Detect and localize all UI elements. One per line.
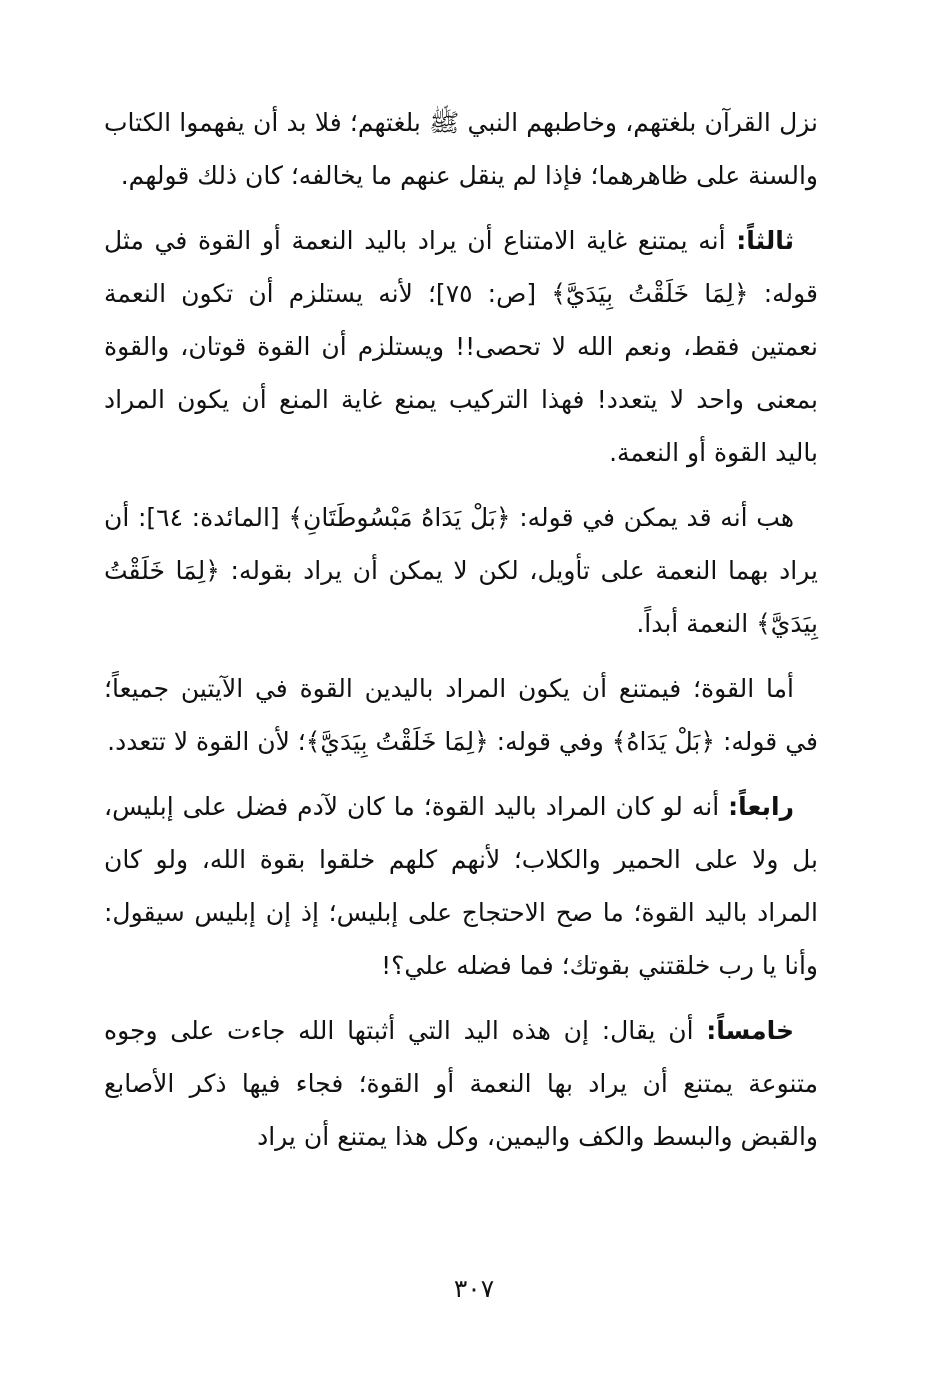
paragraph-1-text: نزل القرآن بلغتهم، وخاطبهم النبي ﷺ بلغتهم؛ فلا بد أن يفهموا الكتاب والسنة على ظاهرهما؛ فإذا لم ينقل عنهم ما يخالفه؛ كان ذلك قولهم.: [104, 108, 818, 190]
page-body: [104, 96, 818, 1175]
paragraph-2-lead: ثالثاً:: [736, 226, 794, 255]
paragraph-2-text: أنه يمتنع غاية الامتناع أن يراد باليد النعمة أو القوة في مثل قوله: ﴿لِمَا خَلَقْتُ بِيَدَيَّ﴾ [ص: ٧٥]؛ لأنه يستلزم أن تكون النعمة نعمتين فقط، ونعم الله لا تحصى!! ويستلزم أن القوة قوتان، والقوة بمعنى واحد لا يتعدد! فهذا التركيب يمنع غاية المنع أن يكون المراد باليد القوة أو النعمة.: [104, 226, 818, 467]
paragraph-1: [104, 96, 818, 202]
paragraph-6: [104, 1004, 818, 1163]
paragraph-5-lead: رابعاً:: [728, 792, 794, 821]
page-number: ٣٠٧: [453, 1274, 495, 1303]
paragraph-6-lead: خامساً:: [706, 1016, 794, 1045]
paragraph-5: [104, 780, 818, 992]
paragraph-4-text: أما القوة؛ فيمتنع أن يكون المراد باليدين القوة في الآيتين جميعاً؛ في قوله: ﴿بَلْ يَدَاهُ﴾ وفي قوله: ﴿لِمَا خَلَقْتُ بِيَدَيَّ﴾؛ لأن القوة لا تتعدد.: [104, 674, 818, 756]
paragraph-5-text: أنه لو كان المراد باليد القوة؛ ما كان لآدم فضل على إبليس، بل ولا على الحمير والكلاب؛ لأنهم كلهم خلقوا بقوة الله، ولو كان المراد باليد القوة؛ ما صح الاحتجاج على إبليس؛ إذ إن إبليس سيقول: وأنا يا رب خلقتني بقوتك؛ فما فضله علي؟!: [104, 792, 818, 980]
paragraph-6-text: أن يقال: إن هذه اليد التي أثبتها الله جاءت على وجوه متنوعة يمتنع أن يراد بها النعمة أو القوة؛ فجاء فيها ذكر الأصابع والقبض والبسط والكف واليمين، وكل هذا يمتنع أن يراد: [104, 1016, 818, 1151]
paragraph-3: [104, 491, 818, 650]
paragraph-4: [104, 662, 818, 768]
paragraph-3-text: هب أنه قد يمكن في قوله: ﴿بَلْ يَدَاهُ مَبْسُوطَتَانِ﴾ [المائدة: ٦٤]: أن يراد بهما النعمة على تأويل، لكن لا يمكن أن يراد بقوله: ﴿لِمَا خَلَقْتُ بِيَدَيَّ﴾ النعمة أبداً.: [104, 503, 818, 638]
paragraph-2: [104, 214, 818, 479]
